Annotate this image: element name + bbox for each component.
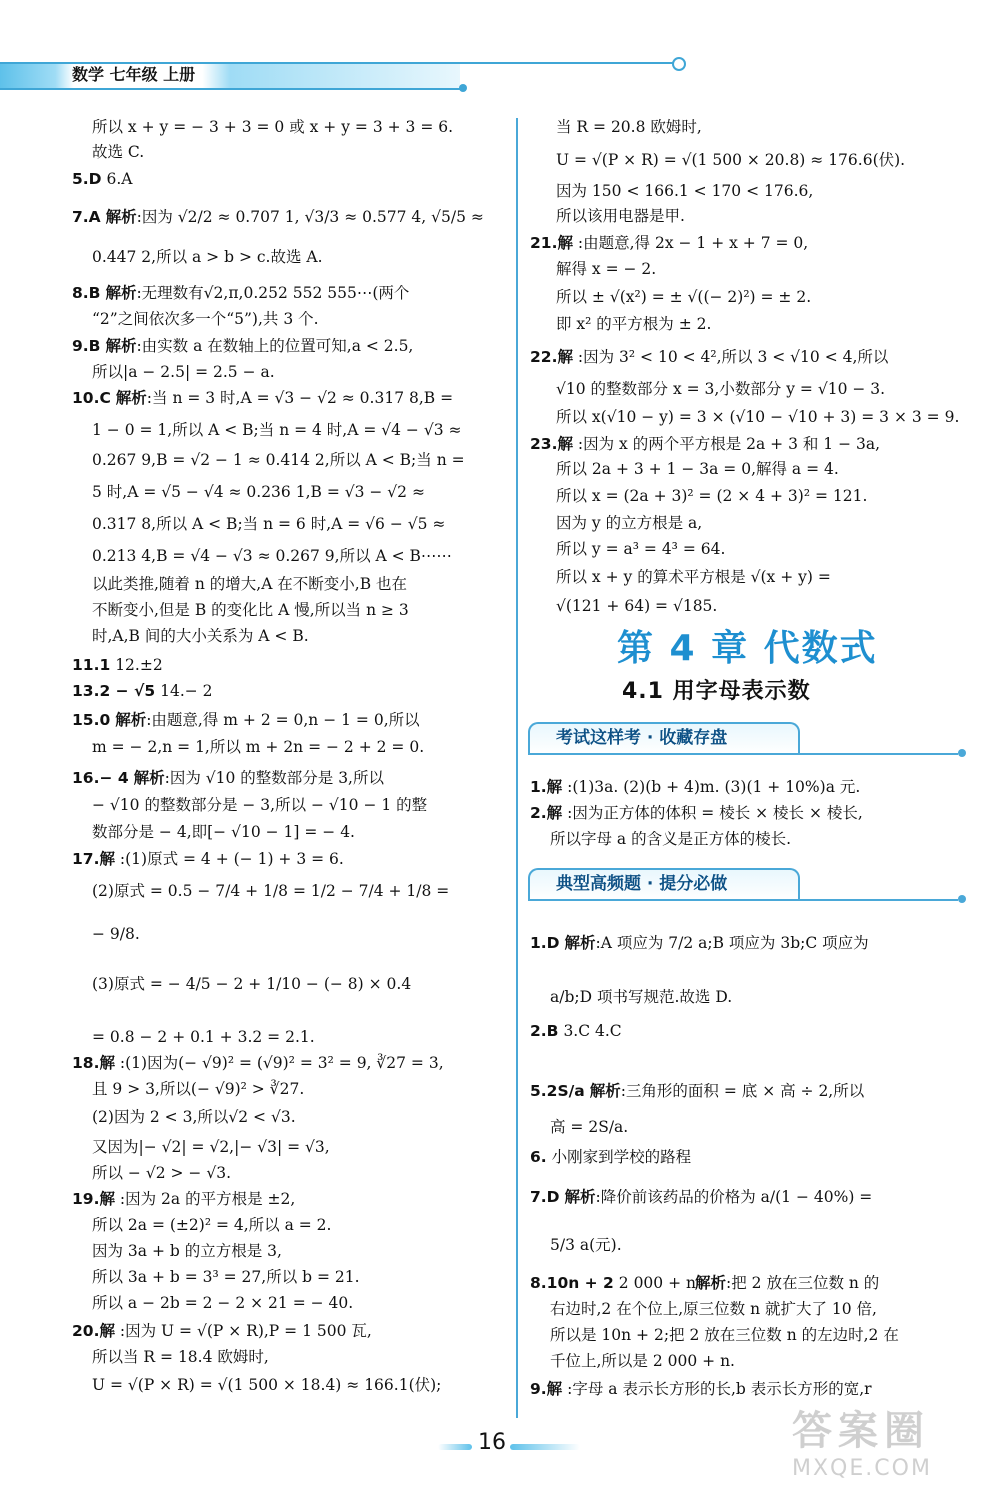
banner-typical-label: 典型高频题 · 提分必做 <box>556 874 728 894</box>
answer-line <box>92 451 465 470</box>
answer-text: :因为 2a 的平方根是 ±2, <box>119 1190 296 1208</box>
answer-text: 因为 3a + b 的立方根是 3, <box>92 1242 282 1260</box>
answer-line <box>92 882 449 901</box>
answer-text: :由题意,得 2x − 1 + x + 7 = 0, <box>577 234 809 252</box>
answer-text: :A 项应为 7/2 a;B 项应为 3b;C 项应为 <box>595 934 869 952</box>
answer-line <box>92 1376 441 1395</box>
answer-text: 所以字母 a 的含义是正方体的棱长. <box>550 830 792 848</box>
chapter-title: 第 4 章 代数式 <box>617 628 878 669</box>
banner-exam-label: 考试这样考 · 收藏存盘 <box>556 728 728 748</box>
answer-text: 12.±2 <box>115 656 163 674</box>
book-title: 数学 七年级 上册 <box>72 65 196 84</box>
q8-rest: 解析:把 2 放在三位数 n 的 <box>695 1274 880 1292</box>
answer-line <box>92 1108 296 1127</box>
analysis-label: 解析 <box>105 337 137 355</box>
question-number: 2.解 <box>530 804 563 822</box>
answer-text: 所以 x = (2a + 3)² = (2 × 4 + 3)² = 121. <box>556 487 868 505</box>
answer-text: 因为 150 < 166.1 < 170 < 176.6, <box>556 182 814 200</box>
answer-text: 0.213 4,B = √4 − √3 ≈ 0.267 9,所以 A < B⋯⋯ <box>92 547 452 565</box>
answer-line <box>530 778 860 797</box>
answer-text: :因为 √2/2 ≈ 0.707 1, √3/3 ≈ 0.577 4, √5/5 ≈ <box>136 208 484 226</box>
question-number: 7.D <box>530 1188 560 1206</box>
answer-line <box>530 934 869 953</box>
answer-line <box>556 151 905 170</box>
answer-text: :无理数有√2,π,0.252 552 555⋯(两个 <box>136 284 410 302</box>
page-header <box>0 48 690 94</box>
answer-line <box>556 568 831 587</box>
answer-line <box>92 1294 353 1313</box>
answer-text: 5 时,A = √5 − √4 ≈ 0.236 1,B = √3 − √2 ≈ <box>92 483 425 501</box>
answer-line <box>72 711 420 730</box>
question-number: 5.2S/a <box>530 1082 585 1100</box>
banner-dot-icon <box>958 895 966 903</box>
page-number: 16 <box>478 1430 506 1455</box>
answer-text: 小刚家到学校的路程 <box>551 1148 692 1166</box>
answer-line <box>92 1080 304 1099</box>
question-number: 9.解 <box>530 1380 563 1398</box>
answer-text: 当 R = 20.8 欧姆时, <box>556 118 702 136</box>
answer-text: 所以该用电器是甲. <box>556 207 685 225</box>
answer-line <box>530 804 863 823</box>
answer-text: 所以|a − 2.5| = 2.5 − a. <box>92 363 275 381</box>
watermark-url: MXQE.COM <box>792 1456 932 1481</box>
answer-line <box>92 483 425 502</box>
answer-line <box>556 260 656 279</box>
header-rule-lower <box>0 88 465 90</box>
answer-line <box>72 337 413 356</box>
question-number: 20.解 <box>72 1322 115 1340</box>
answer-text: 右边时,2 在个位上,原三位数 n 就扩大了 10 倍, <box>550 1300 877 1318</box>
answer-line <box>72 1054 444 1073</box>
answer-text: :由实数 a 在数轴上的位置可知,a < 2.5, <box>136 337 414 355</box>
answer-line <box>92 515 445 534</box>
answer-text: 解得 x = − 2. <box>556 260 657 278</box>
analysis-label: 解析 <box>105 208 137 226</box>
answer-line <box>92 738 424 757</box>
answer-line <box>72 284 409 303</box>
answer-text: − √10 的整数部分是 − 3,所以 − √10 − 1 的整 <box>92 796 428 814</box>
answer-text: 高 = 2S/a. <box>550 1118 629 1136</box>
answer-line <box>92 575 407 594</box>
answer-line <box>556 408 959 427</box>
answer-text: 所以 x + y = − 3 + 3 = 0 或 x + y = 3 + 3 = 6. <box>92 118 454 136</box>
answer-line <box>556 380 885 399</box>
answer-line <box>72 389 453 408</box>
question-number: 1.D <box>530 934 560 952</box>
answer-text: 以此类推,随着 n 的增大,A 在不断变小,B 也在 <box>92 575 408 593</box>
answer-line <box>72 682 213 701</box>
answer-text: (2)原式 = 0.5 − 7/4 + 1/8 = 1/2 − 7/4 + 1/8 = <box>92 882 450 900</box>
answer-text: :因为 x 的两个平方根是 2a + 3 和 1 − 3a, <box>577 435 881 453</box>
footer-deco-right <box>510 1444 580 1450</box>
answer-line <box>530 1148 691 1167</box>
banner-dot-icon <box>958 749 966 757</box>
answer-line <box>550 1118 628 1137</box>
question-number: 11.1 <box>72 656 111 674</box>
answer-line <box>92 310 319 329</box>
answer-line <box>92 1138 330 1157</box>
question-number: 13.2 − √5 <box>72 682 156 700</box>
answer-line <box>530 1274 696 1293</box>
question-number: 18.解 <box>72 1054 115 1072</box>
answer-line <box>556 597 717 616</box>
answer-line <box>550 830 791 849</box>
answer-line <box>550 1300 877 1319</box>
header-tab <box>0 62 460 88</box>
answer-text: 2 000 + n <box>618 1274 696 1292</box>
answer-line <box>550 1352 735 1371</box>
answer-text: √(121 + 64) = √185. <box>556 597 718 615</box>
analysis-label: 解析 <box>564 934 596 952</box>
answer-line <box>92 363 275 382</box>
answer-text: :因为 U = √(P × R),P = 1 500 瓦, <box>119 1322 372 1340</box>
answer-line <box>556 487 867 506</box>
answer-line <box>92 823 355 842</box>
answer-line <box>72 208 484 227</box>
answer-line <box>556 460 839 479</box>
banner-rule <box>528 899 958 901</box>
question-number: 23.解 <box>530 435 573 453</box>
answer-text: 0.317 8,所以 A < B;当 n = 6 时,A = √6 − √5 ≈ <box>92 515 446 533</box>
column-divider <box>516 118 518 1418</box>
answer-line <box>72 769 384 788</box>
answer-text: 所以 a − 2b = 2 − 2 × 21 = − 40. <box>92 1294 354 1312</box>
answer-text: 所以当 R = 18.4 欧姆时, <box>92 1348 269 1366</box>
answer-text: 所以 y = a³ = 4³ = 64. <box>556 540 726 558</box>
answer-text: = 0.8 − 2 + 0.1 + 3.2 = 2.1. <box>92 1028 315 1046</box>
answer-line <box>92 547 452 566</box>
answer-line <box>556 207 685 226</box>
answer-text: :因为正方体的体积 = 棱长 × 棱长 × 棱长, <box>567 804 863 822</box>
answer-line <box>92 975 411 994</box>
answer-text: :(1)3a. (2)(b + 4)m. (3)(1 + 10%)a 元. <box>567 778 861 796</box>
answer-text: 14.− 2 <box>160 682 213 700</box>
question-number: 16.− 4 <box>72 769 129 787</box>
answer-text: (3)原式 = − 4/5 − 2 + 1/10 − (− 8) × 0.4 <box>92 975 412 993</box>
question-number: 15.0 <box>72 711 111 729</box>
question-number: 5.D <box>72 170 102 188</box>
answer-line <box>556 182 813 201</box>
answer-line <box>72 170 132 189</box>
answer-line <box>556 118 702 137</box>
answer-text: 所以 − √2 > − √3. <box>92 1164 232 1182</box>
answer-text: 所以 2a + 3 + 1 − 3a = 0,解得 a = 4. <box>556 460 839 478</box>
answer-line <box>550 988 732 1007</box>
answer-text: 所以 ± √(x²) = ± √((− 2)²) = ± 2. <box>556 288 812 306</box>
answer-text: 3.C 4.C <box>563 1022 622 1040</box>
answer-text: 不断变小,但是 B 的变化比 A 慢,所以当 n ≥ 3 <box>92 601 409 619</box>
answer-text: 1 − 0 = 1,所以 A < B;当 n = 4 时,A = √4 − √3 ≈ <box>92 421 462 439</box>
answer-line <box>72 850 344 869</box>
answer-line <box>530 435 880 454</box>
answer-text: :因为 3² < 10 < 4²,所以 3 < √10 < 4,所以 <box>577 348 889 366</box>
answer-line <box>92 118 453 137</box>
question-number: 1.解 <box>530 778 563 796</box>
section-title: 4.1 用字母表示数 <box>622 679 811 704</box>
answer-line <box>72 656 163 675</box>
answer-line <box>556 540 725 559</box>
answer-line <box>530 1380 872 1399</box>
answer-text: 所以是 10n + 2;把 2 放在三位数 n 的左边时,2 在 <box>550 1326 899 1344</box>
answer-line <box>530 1082 864 1101</box>
header-dot-icon <box>459 84 467 92</box>
answer-text: 数部分是 − 4,即[− √10 − 1] = − 4. <box>92 823 355 841</box>
question-number: 21.解 <box>530 234 573 252</box>
answer-line <box>556 288 811 307</box>
answer-text: 6.A <box>106 170 133 188</box>
analysis-label: 解析 <box>133 769 165 787</box>
analysis-label: 解析 <box>589 1082 621 1100</box>
answer-text: a/b;D 项书写规范.故选 D. <box>550 988 733 1006</box>
banner-rule <box>528 753 958 755</box>
answer-line <box>92 1216 331 1235</box>
answer-text: √10 的整数部分 x = 3,小数部分 y = √10 − 3. <box>556 380 886 398</box>
answer-text: :三角形的面积 = 底 × 高 ÷ 2,所以 <box>620 1082 865 1100</box>
answer-text: 所以 x(√10 − y) = 3 × (√10 − √10 + 3) = 3 × 3 = 9. <box>556 408 960 426</box>
answer-line <box>530 1022 622 1041</box>
answer-line <box>92 627 309 646</box>
answer-line <box>92 248 323 267</box>
answer-text: :因为 √10 的整数部分是 3,所以 <box>164 769 384 787</box>
answer-line <box>92 796 427 815</box>
watermark-logo <box>792 1399 982 1479</box>
answer-line <box>556 315 711 334</box>
answer-text: − 9/8. <box>92 925 140 943</box>
analysis-label: 解析 <box>115 389 147 407</box>
answer-text: 所以 x + y 的算术平方根是 √(x + y) = <box>556 568 831 586</box>
answer-text: :降价前该药品的价格为 a/(1 − 40%) = <box>595 1188 873 1206</box>
answer-text: :(1)原式 = 4 + (− 1) + 3 = 6. <box>119 850 344 868</box>
question-number: 9.B <box>72 337 101 355</box>
answer-text: :当 n = 3 时,A = √3 − √2 ≈ 0.317 8,B = <box>146 389 454 407</box>
answer-text: 即 x² 的平方根为 ± 2. <box>556 315 712 333</box>
answer-text: :由题意,得 m + 2 = 0,n − 1 = 0,所以 <box>146 711 420 729</box>
answer-text: 千位上,所以是 2 000 + n. <box>550 1352 735 1370</box>
analysis-label: 解析 <box>564 1188 596 1206</box>
question-number: 6. <box>530 1148 547 1166</box>
question-number: 8.10n + 2 <box>530 1274 614 1292</box>
answer-text: “2”之间依次多一个“5”),共 3 个. <box>92 310 319 328</box>
footer-deco-left <box>438 1444 472 1450</box>
answer-line <box>92 1164 231 1183</box>
answer-line <box>550 1326 899 1345</box>
answer-text: :字母 a 表示长方形的长,b 表示长方形的宽,r <box>567 1380 872 1398</box>
question-number: 8.B <box>72 284 101 302</box>
question-number: 17.解 <box>72 850 115 868</box>
answer-line <box>92 601 409 620</box>
answer-text: 5/3 a(元). <box>550 1236 622 1254</box>
question-number: 7.A <box>72 208 101 226</box>
answer-line <box>92 143 144 162</box>
answer-text: 又因为|− √2| = √2,|− √3| = √3, <box>92 1138 330 1156</box>
answer-text: (2)因为 2 < 3,所以√2 < √3. <box>92 1108 296 1126</box>
answer-text: 所以 2a = (±2)² = 4,所以 a = 2. <box>92 1216 332 1234</box>
answer-line <box>550 1236 622 1255</box>
answer-line <box>72 1322 372 1341</box>
answer-line <box>530 234 808 253</box>
answer-line <box>530 1188 872 1207</box>
answer-text: 且 9 > 3,所以(− √9)² > ∛27. <box>92 1080 305 1098</box>
answer-line <box>92 925 140 944</box>
answer-line <box>92 1348 269 1367</box>
answer-text: 因为 y 的立方根是 a, <box>556 514 703 532</box>
answer-line <box>556 514 702 533</box>
answer-text: 所以 3a + b = 3³ = 27,所以 b = 21. <box>92 1268 360 1286</box>
answer-line <box>72 1190 295 1209</box>
header-ring-icon <box>672 57 686 71</box>
answer-line <box>92 421 462 440</box>
question-number: 22.解 <box>530 348 573 366</box>
analysis-label: 解析 <box>105 284 137 302</box>
watermark-text: 答案圈 <box>792 1408 930 1454</box>
answer-text: 0.267 9,B = √2 − 1 ≈ 0.414 2,所以 A < B;当 n = <box>92 451 465 469</box>
answer-text: :(1)因为(− √9)² = (√9)² = 3² = 9, ∛27 = 3, <box>119 1054 444 1072</box>
answer-text: 故选 C. <box>92 143 145 161</box>
answer-line <box>92 1028 315 1047</box>
answer-line <box>530 348 888 367</box>
question-number: 10.C <box>72 389 111 407</box>
analysis-label: 解析 <box>115 711 147 729</box>
answer-text: 时,A,B 间的大小关系为 A < B. <box>92 627 309 645</box>
question-number: 19.解 <box>72 1190 115 1208</box>
answer-text: 0.447 2,所以 a > b > c.故选 A. <box>92 248 323 266</box>
answer-line <box>92 1268 360 1287</box>
question-number: 2.B <box>530 1022 559 1040</box>
banner-typical <box>528 868 968 900</box>
answer-line <box>92 1242 282 1261</box>
banner-exam <box>528 722 968 754</box>
answer-text: U = √(P × R) = √(1 500 × 20.8) ≈ 176.6(伏). <box>556 151 906 169</box>
answer-text: m = − 2,n = 1,所以 m + 2n = − 2 + 2 = 0. <box>92 738 425 756</box>
answer-text: U = √(P × R) = √(1 500 × 18.4) ≈ 166.1(伏); <box>92 1376 442 1394</box>
